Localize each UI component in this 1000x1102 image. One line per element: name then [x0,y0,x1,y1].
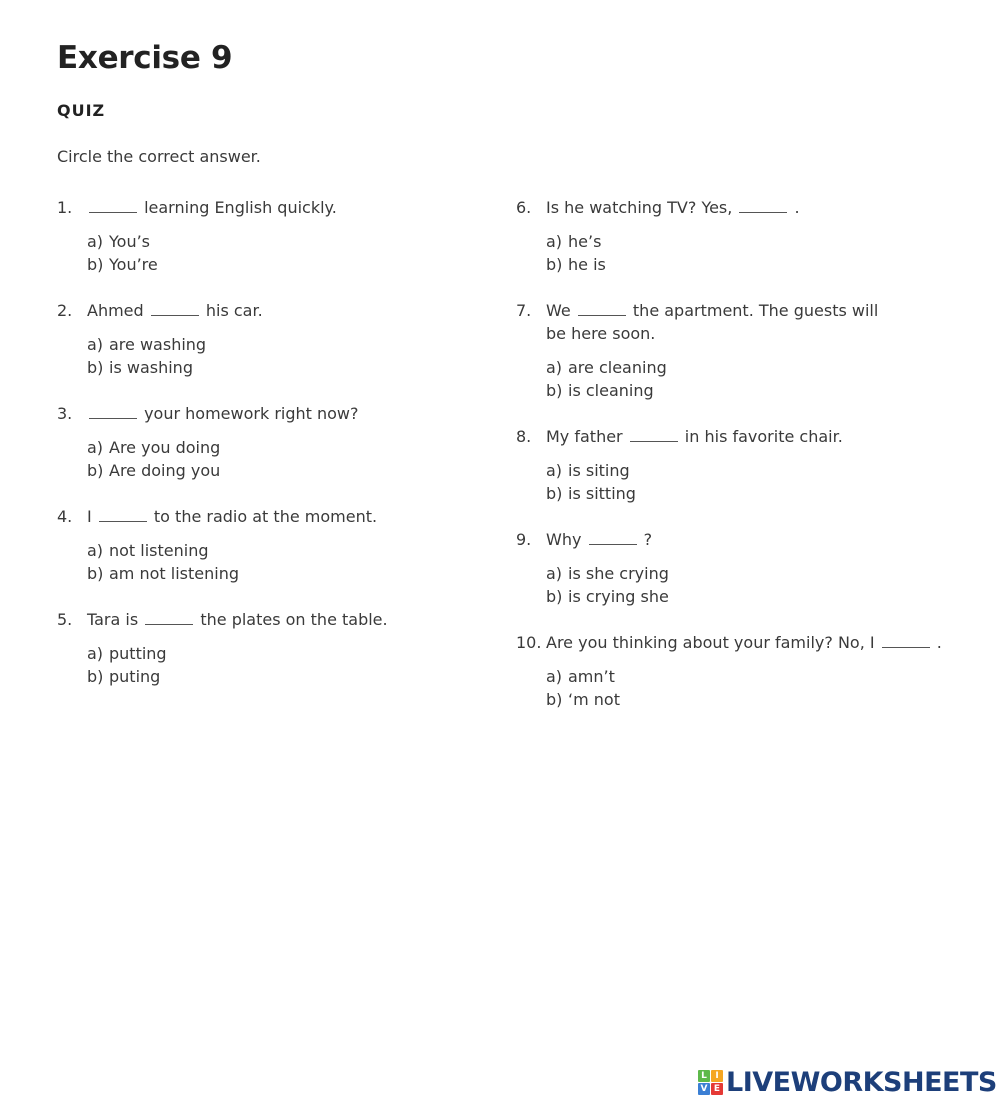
answer-options [87,230,457,276]
question-text: Tara is the plates on the table. [87,610,388,629]
tile-l: L [698,1070,710,1082]
option-b[interactable]: b) You’re [87,255,158,274]
option-a[interactable]: a) is siting [546,461,630,480]
option-a[interactable]: a) are washing [87,335,207,354]
answer-options [87,333,457,379]
answer-options [87,539,457,585]
question-5 [57,608,457,688]
option-a[interactable]: a) he’s [546,232,602,251]
question-number: 8. [516,427,532,446]
option-a[interactable]: a) putting [87,644,167,663]
question-9 [516,528,916,608]
question-7 [516,299,896,402]
option-b[interactable]: b) ‘m not [546,690,620,709]
question-text: Are you thinking about your family? No, I . [546,633,942,652]
option-a[interactable]: a) are cleaning [546,358,667,377]
answer-options [546,459,916,505]
answer-options [546,230,916,276]
answer-blank [578,301,626,316]
option-a[interactable]: a) amn’t [546,667,615,686]
liveworksheets-logo[interactable] [698,1067,997,1098]
option-a[interactable]: a) You’s [87,232,150,251]
answer-blank [89,198,137,213]
answer-options [546,356,896,402]
question-text: learning English quickly. [87,196,457,219]
option-b[interactable]: b) is sitting [546,484,636,503]
question-1 [57,196,457,276]
option-b[interactable]: b) is washing [87,358,193,377]
option-b[interactable]: b) puting [87,667,161,686]
question-2 [57,299,457,379]
question-text: your homework right now? [87,402,457,425]
instruction-text: Circle the correct answer. [57,147,261,166]
answer-blank [739,198,787,213]
answer-blank [89,404,137,419]
tile-i: I [711,1070,723,1082]
question-10 [516,631,956,711]
answer-blank [630,427,678,442]
question-text: My father in his favorite chair. [546,427,843,446]
tile-e: E [711,1083,723,1095]
answer-options [87,642,457,688]
answer-blank [882,633,930,648]
answer-options [546,665,956,711]
answer-blank [99,507,147,522]
question-number: 3. [57,404,73,423]
question-number: 6. [516,198,532,217]
question-number: 4. [57,507,73,526]
answer-options [87,436,457,482]
logo-tiles-icon [698,1070,723,1095]
question-text: We the apartment. The guests will be here soon. [546,301,879,343]
question-number: 7. [516,301,532,320]
answer-blank [589,530,637,545]
option-a[interactable]: a) is she crying [546,564,669,583]
option-b[interactable]: b) am not listening [87,564,239,583]
answer-blank [145,610,193,625]
option-a[interactable]: a) Are you doing [87,438,221,457]
option-b[interactable]: b) is crying she [546,587,669,606]
question-6 [516,196,916,276]
question-text: Is he watching TV? Yes, . [546,198,800,217]
question-number: 9. [516,530,532,549]
option-a[interactable]: a) not listening [87,541,209,560]
question-number: 10. [516,633,542,652]
question-number: 1. [57,198,73,217]
page-title: Exercise 9 [57,40,233,76]
question-8 [516,425,916,505]
option-b[interactable]: b) is cleaning [546,381,654,400]
answer-blank [151,301,199,316]
question-text: Ahmed his car. [87,301,263,320]
answer-options [546,562,916,608]
question-text: Why ? [546,530,653,549]
question-number: 2. [57,301,73,320]
question-text: I to the radio at the moment. [87,507,378,526]
option-b[interactable]: b) Are doing you [87,461,221,480]
question-4 [57,505,457,585]
question-3 [57,402,457,482]
option-b[interactable]: b) he is [546,255,606,274]
question-number: 5. [57,610,73,629]
logo-text: LIVEWORKSHEETS [726,1067,997,1098]
section-label: QUIZ [57,101,106,120]
tile-v: V [698,1083,710,1095]
